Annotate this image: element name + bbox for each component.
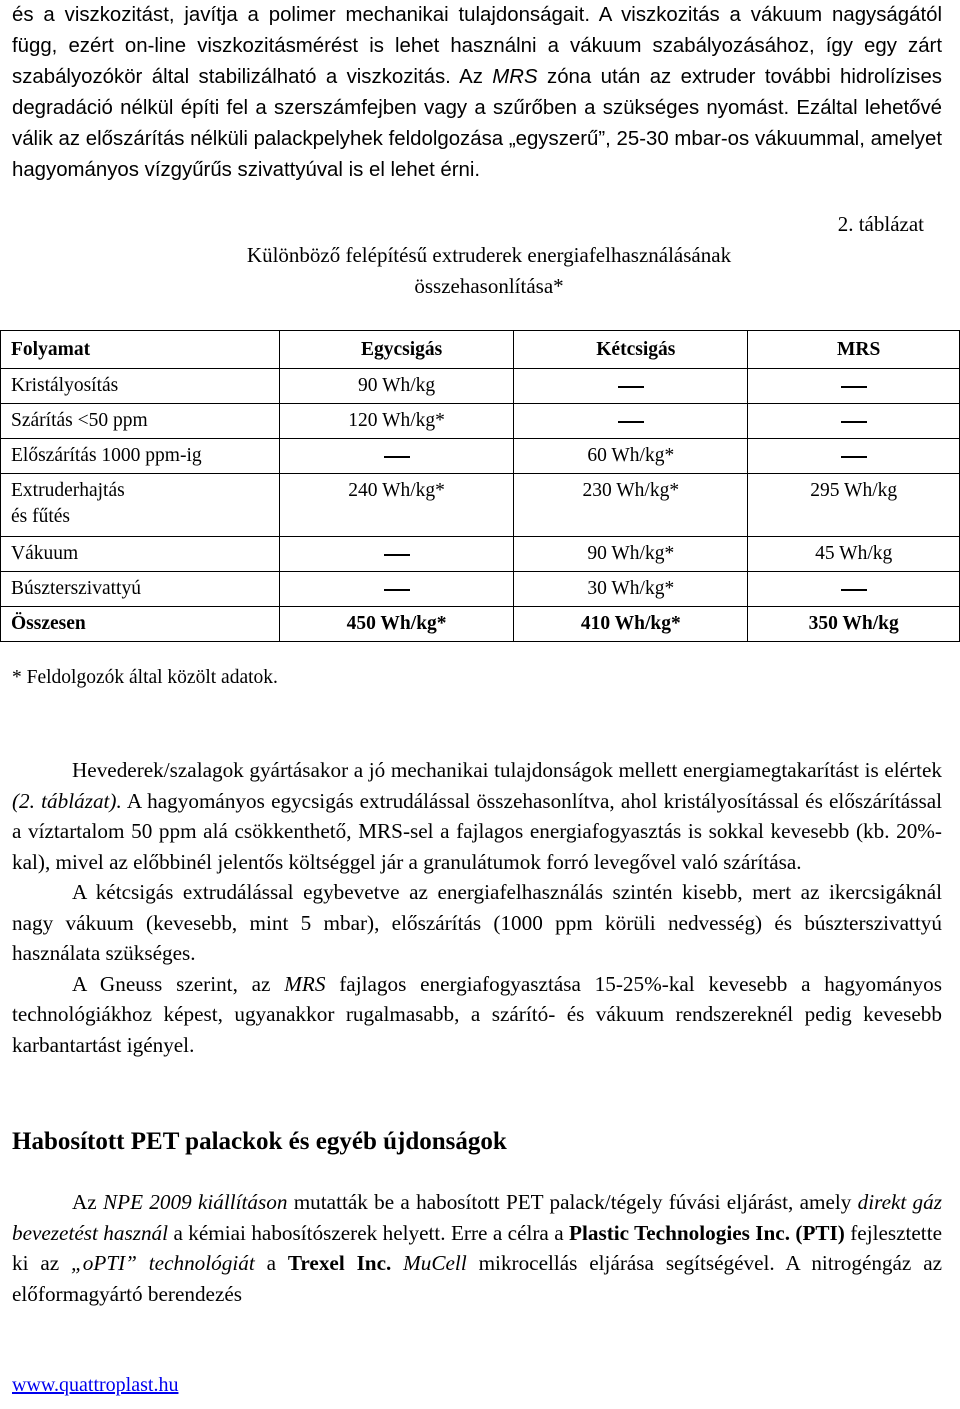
p4-part-a: Az [72,1190,103,1214]
table-row [1,439,960,474]
dash-mark [384,456,410,458]
p4-part-c: a kémiai habosítószerek helyett. Erre a célra a [168,1220,570,1245]
p4-part-f [391,1251,403,1275]
dash-mark [618,421,644,423]
paragraph-3 [12,969,942,1061]
cell-mrs: 295 Wh/kg [748,474,960,537]
p4-part-b: mutatták be a habosított PET palack/tégely fúvási eljárást, amely [287,1190,858,1214]
header-single-screw: Egycsigás [280,331,514,369]
table-row [1,404,960,439]
cell-single: 90 Wh/kg [280,369,514,404]
paragraph-1 [12,755,942,877]
p4-part-d: fejlesztette ki az [12,1220,942,1275]
cell-process: Összesen [1,607,280,642]
cell-twin [514,404,748,439]
body-section-2 [12,1187,942,1309]
table-reference: (2. táblázat). [12,788,122,813]
intro-text-part1: és a viszkozitást, javítja a polimer mechanikai tulajdonságait. A viszkozitás a vákuum nagyságától függ, ezért on-line viszkozitásmérést is lehet használni a vákuum szabályozásához, így egy zárt szabályozókör által stabilizálható a viszkozitás. Az [12,4,942,88]
energy-table [0,330,960,642]
section-heading: Habosított PET palackok és egyéb újdonságok [12,1128,507,1155]
cell-single: 450 Wh/kg* [280,607,514,642]
p4-part-e: a [254,1251,288,1275]
cell-single [280,439,514,474]
header-process: Folyamat [1,331,280,369]
table-total-row [1,607,960,642]
p4-opti: „oPTI” technológiát [71,1251,255,1275]
table-footnote: * Feldolgozók által közölt adatok. [12,667,278,688]
table-number: 2. táblázat [837,212,924,236]
table-row [1,572,960,607]
paragraph-4 [12,1187,942,1309]
cell-single: 120 Wh/kg* [280,404,514,439]
cell-process: Búszterszivattyú [1,572,280,607]
cell-mrs: 350 Wh/kg [748,607,960,642]
table-row [1,474,960,537]
table-header-row [1,331,960,369]
paragraph-3-part1: A Gneuss szerint, az [72,971,285,996]
cell-single [280,537,514,572]
cell-twin: 230 Wh/kg* [514,474,748,537]
paragraph-2: A kétcsigás extrudálással egybevetve az energiafelhasználás szintén kisebb, mert az ikercsigáknál nagy vákuum (kevesebb, mint 5 mbar), előszárítás (1000 ppm körüli nedvesség) és búszterszivattyú használata szükséges. [12,880,942,965]
dash-mark [384,554,410,556]
dash-mark [841,589,867,591]
p4-trexel: Trexel Inc. [287,1251,392,1275]
dash-mark [618,386,644,388]
p4-mucell: MuCell [403,1251,467,1275]
table-title-line1: Különböző felépítésű extruderek energiafelhasználásának [246,243,732,267]
body-section [12,755,942,1060]
table-title-line2: összehasonlítása* [414,274,564,298]
cell-twin: 30 Wh/kg* [514,572,748,607]
cell-twin: 410 Wh/kg* [514,607,748,642]
cell-mrs: 45 Wh/kg [748,537,960,572]
cell-process [1,474,280,537]
dash-mark [384,589,410,591]
dash-mark [841,456,867,458]
cell-process: Kristályosítás [1,369,280,404]
intro-text [12,0,942,185]
cell-mrs [748,439,960,474]
footer-link[interactable]: www.quattroplast.hu [12,1374,179,1396]
cell-process: Előszárítás 1000 ppm-ig [1,439,280,474]
cell-process: Szárítás <50 ppm [1,404,280,439]
p4-part-g: mikrocellás eljárása segítségével. A nitrogéngáz az előformagyártó berendezés [12,1251,943,1306]
cell-twin [514,369,748,404]
table-row [1,369,960,404]
paragraph-1-part1: Hevederek/szalagok gyártásakor a jó mechanikai tulajdonságok mellett energiamegtakarítást is elértek [72,758,942,782]
cell-single [280,572,514,607]
cell-process-line2: és fűtés [11,506,71,527]
cell-mrs [748,572,960,607]
cell-single: 240 Wh/kg* [280,474,514,537]
header-twin-screw: Kétcsigás [514,331,748,369]
paragraph-3-mrs: MRS [284,971,326,996]
paragraph-3-part2: fajlagos energiafogyasztása 15-25%-kal kevesebb a hagyományos technológiákhoz képest, ugyanakkor rugalmasabb, a szárító- és vákuum rendszereknél pedig kevesebb karbantartást igényel. [12,971,942,1057]
dash-mark [841,386,867,388]
cell-twin: 90 Wh/kg* [514,537,748,572]
intro-mrs: MRS [492,65,538,88]
paragraph-1-part2: A hagyományos egycsigás extrudálással összehasonlítva, ahol kristályosítással és előszárítással a víztartalom 50 ppm alá csökkenthető, MRS-sel a fajlagos energiafogyasztás is sokkal kevesebb (kb. 20%-kal), mivel az előbbinél jelentős költséggel jár a granulátumok forró levegővel való szárítása. [12,788,942,874]
p4-pti: Plastic Technologies Inc. (PTI) [569,1220,845,1245]
header-mrs: MRS [748,331,960,369]
cell-twin: 60 Wh/kg* [514,439,748,474]
cell-process: Vákuum [1,537,280,572]
table-title [12,240,960,302]
dash-mark [841,421,867,423]
p4-gas: direkt gáz bevezetést használ [12,1190,942,1245]
p4-npe: NPE 2009 kiállításon [103,1190,288,1214]
cell-mrs [748,369,960,404]
cell-process-line1: Extruderhajtás [11,480,125,501]
table-row [1,537,960,572]
intro-text-part2: zóna után az extruder további hidrolízises degradáció nélkül építi fel a szerszámfejben vagy a szűrőben a szükséges nyomást. Ezáltal lehetővé válik az előszárítás nélküli palackpelyhek feldolgozása „egyszerű”, 25-30 mbar-os vákuummal, amelyet hagyományos vízgyűrűs szivattyúval is el lehet érni. [12,65,942,181]
cell-mrs [748,404,960,439]
